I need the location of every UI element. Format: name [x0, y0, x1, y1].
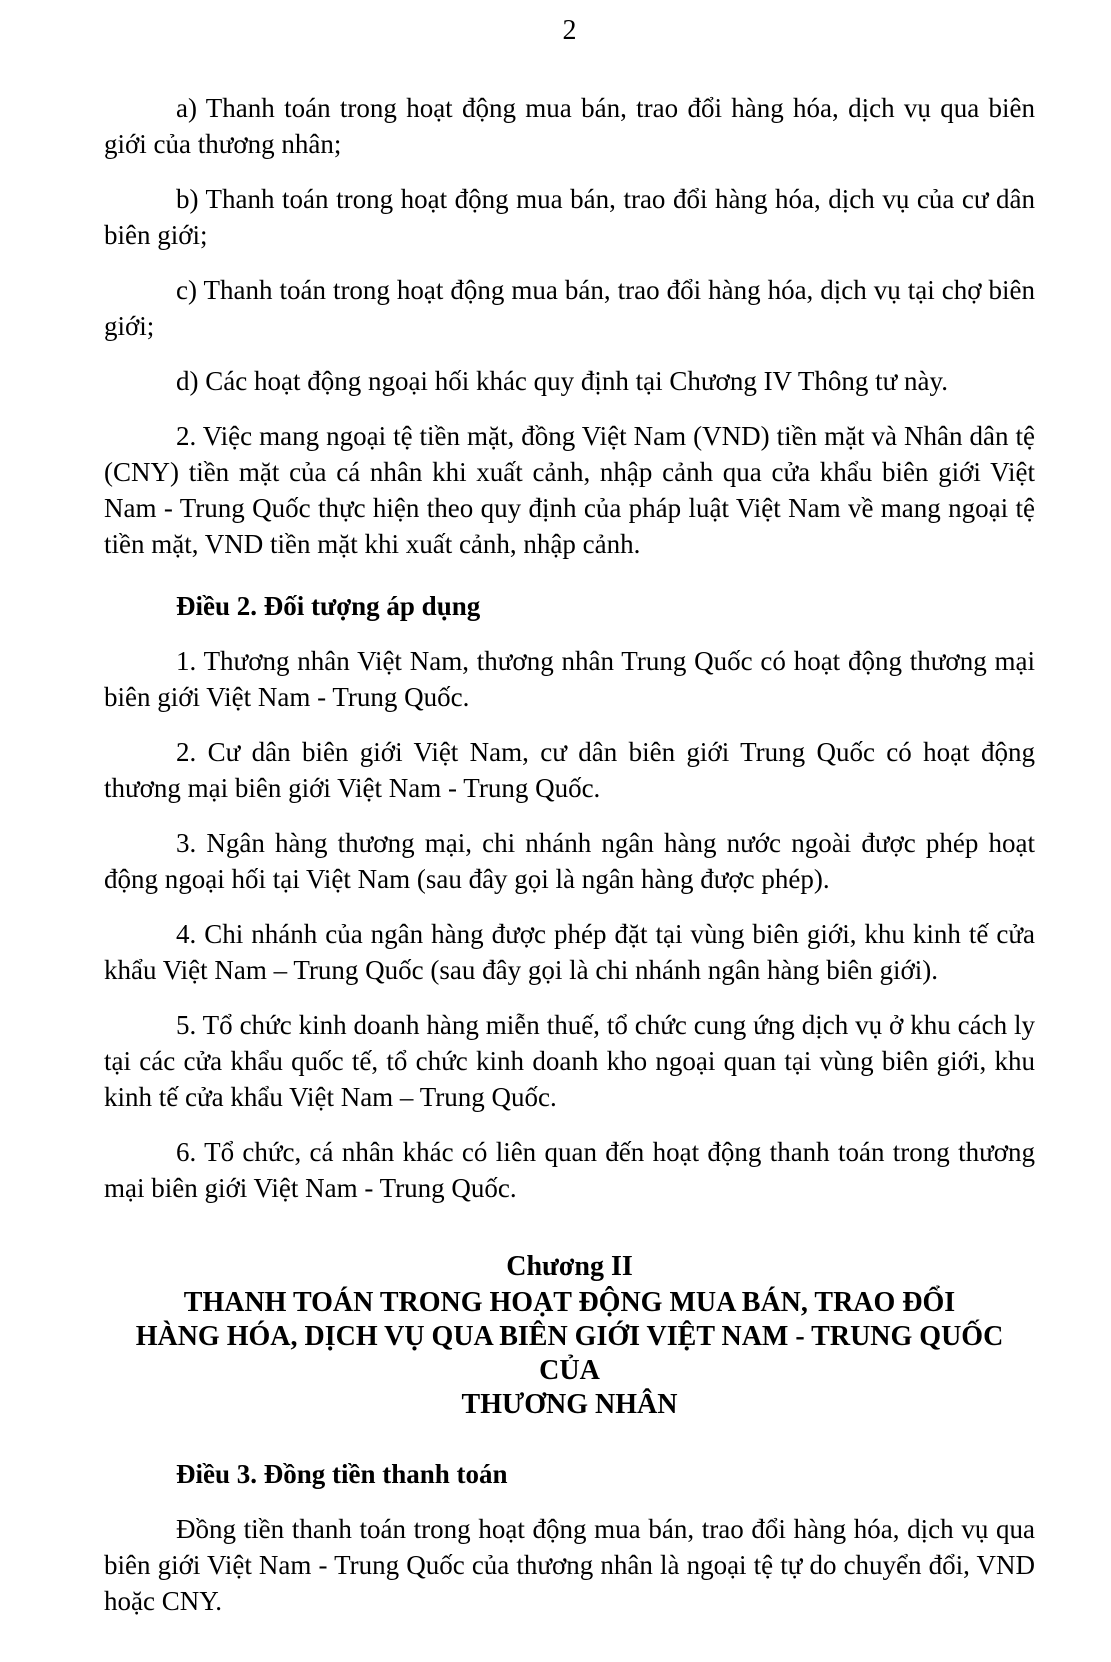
page-number: 2 [562, 15, 577, 46]
scope-item-c: c) Thanh toán trong hoạt động mua bán, trao đổi hàng hóa, dịch vụ tại chợ biên giới; [104, 275, 1035, 341]
article-2-clause-4: 4. Chi nhánh của ngân hàng được phép đặt tại vùng biên giới, khu kinh tế cửa khẩu Việt Nam – Trung Quốc (sau đây gọi là chi nhánh ngân hàng biên giới). [104, 919, 1035, 985]
scope-item-b: b) Thanh toán trong hoạt động mua bán, trao đổi hàng hóa, dịch vụ của cư dân biên giới; [104, 184, 1035, 250]
article-2-clause-1: 1. Thương nhân Việt Nam, thương nhân Trung Quốc có hoạt động thương mại biên giới Việt Nam - Trung Quốc. [104, 646, 1035, 712]
article-2-clause-6: 6. Tổ chức, cá nhân khác có liên quan đến hoạt động thanh toán trong thương mại biên giới Việt Nam - Trung Quốc. [104, 1137, 1035, 1203]
article-3-body: Đồng tiền thanh toán trong hoạt động mua bán, trao đổi hàng hóa, dịch vụ qua biên giới Việt Nam - Trung Quốc của thương nhân là ngoại tệ tự do chuyển đổi, VND hoặc CNY. [104, 1514, 1035, 1616]
article-3-heading: Điều 3. Đồng tiền thanh toán [176, 1459, 508, 1489]
article-2-clause-3: 3. Ngân hàng thương mại, chi nhánh ngân hàng nước ngoài được phép hoạt động ngoại hối tại Việt Nam (sau đây gọi là ngân hàng được phép). [104, 828, 1035, 894]
scope-item-d: d) Các hoạt động ngoại hối khác quy định tại Chương IV Thông tư này. [176, 366, 948, 396]
scope-item-a: a) Thanh toán trong hoạt động mua bán, trao đổi hàng hóa, dịch vụ qua biên giới của thương nhân; [104, 93, 1035, 159]
chapter-2-heading [104, 1250, 1035, 1422]
article-2-clause-2: 2. Cư dân biên giới Việt Nam, cư dân biên giới Trung Quốc có hoạt động thương mại biên giới Việt Nam - Trung Quốc. [104, 737, 1035, 803]
chapter-2-title-line-1: THANH TOÁN TRONG HOẠT ĐỘNG MUA BÁN, TRAO ĐỔI [183, 1287, 956, 1318]
article-2-heading: Điều 2. Đối tượng áp dụng [176, 591, 481, 621]
chapter-2-title-line-3: THƯƠNG NHÂN [461, 1389, 678, 1420]
scope-clause-2: 2. Việc mang ngoại tệ tiền mặt, đồng Việt Nam (VND) tiền mặt và Nhân dân tệ (CNY) tiền mặt của cá nhân khi xuất cảnh, nhập cảnh qua cửa khẩu biên giới Việt Nam - Trung Quốc thực hiện theo quy định của pháp luật Việt Nam về mang ngoại tệ tiền mặt, VND tiền mặt khi xuất cảnh, nhập cảnh. [104, 421, 1035, 559]
chapter-2-title-line-2: HÀNG HÓA, DỊCH VỤ QUA BIÊN GIỚI VIỆT NAM - TRUNG QUỐC CỦA [135, 1321, 1004, 1386]
article-2-clause-5: 5. Tổ chức kinh doanh hàng miễn thuế, tổ chức cung ứng dịch vụ ở khu cách ly tại các cửa khẩu quốc tế, tổ chức kinh doanh kho ngoại quan tại vùng biên giới, khu kinh tế cửa khẩu Việt Nam – Trung Quốc. [104, 1010, 1035, 1112]
chapter-2-label: Chương II [506, 1251, 633, 1282]
